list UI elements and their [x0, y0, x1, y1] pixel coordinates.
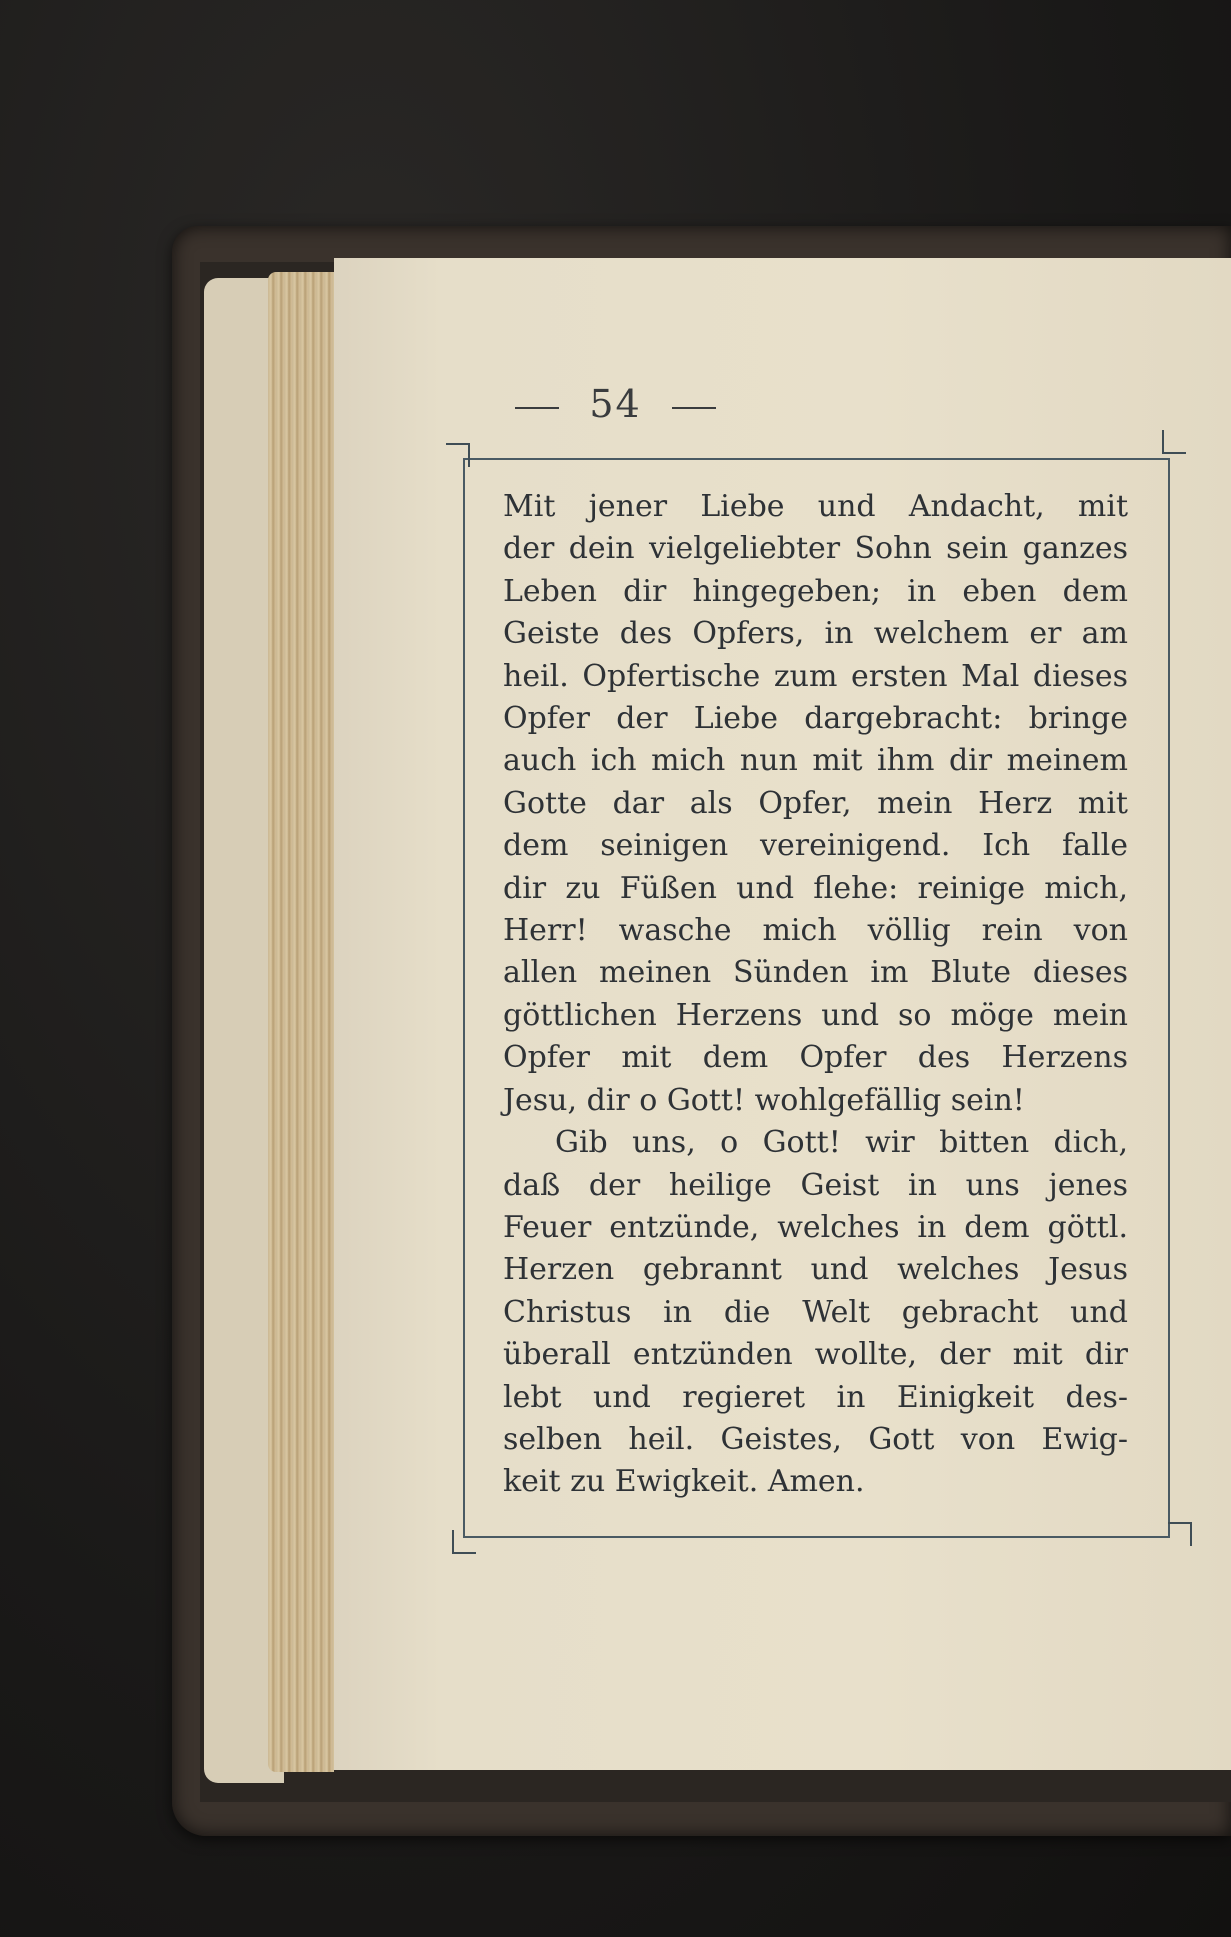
- text-line: überall entzünden wollte, der mit dir: [503, 1337, 1128, 1373]
- text-line: Jesu, dir o Gott! wohlgefällig sein!: [503, 1082, 1025, 1118]
- text-line: Opfer der Liebe dargebracht: bringe: [503, 701, 1128, 737]
- text-line: Christus in die Welt gebracht und: [503, 1294, 1128, 1330]
- text-line: Gib uns, o Gott! wir bitten dich,: [555, 1125, 1128, 1161]
- text-line: keit zu Ewigkeit. Amen.: [503, 1464, 865, 1500]
- text-line: Herzen gebrannt und welches Jesus: [503, 1252, 1128, 1288]
- text-line: selben heil. Geistes, Gott von Ewig-: [503, 1421, 1128, 1457]
- text-line: der dein vielgeliebter Sohn sein ganzes: [503, 531, 1128, 567]
- page-number-dash-right: [672, 407, 716, 409]
- text-line: Opfer mit dem Opfer des Herzens: [503, 1040, 1128, 1076]
- text-line: allen meinen Sünden im Blute dieses: [503, 955, 1128, 991]
- text-line: Geiste des Opfers, in welchem er am: [503, 616, 1128, 652]
- text-line: lebt und regieret in Einigkeit des-: [503, 1379, 1128, 1415]
- text-line: göttlichen Herzens und so möge mein: [503, 997, 1128, 1033]
- page-number-dash-left: [515, 407, 559, 409]
- frame-corner-ornament-top-right: [1162, 430, 1186, 454]
- text-line: Herr! wasche mich völlig rein von: [503, 913, 1128, 949]
- text-line: daß der heilige Geist in uns jenes: [503, 1167, 1128, 1203]
- text-line: dir zu Füßen und flehe: reinige mich,: [503, 870, 1128, 906]
- text-line: Leben dir hingegeben; in eben dem: [503, 573, 1128, 609]
- text-line: auch ich mich nun mit ihm dir meinem: [503, 743, 1128, 779]
- frame-corner-ornament-top-left: [446, 443, 470, 467]
- text-line: dem seinigen vereinigend. Ich falle: [503, 828, 1128, 864]
- text-line: Gotte dar als Opfer, mein Herz mit: [503, 785, 1128, 821]
- text-line: Feuer entzünde, welches in dem göttl.: [503, 1209, 1128, 1245]
- frame-corner-ornament-bottom-right: [1168, 1522, 1192, 1546]
- page-stack-edges: [268, 272, 334, 1772]
- page-number-header: [0, 382, 1231, 426]
- frame-corner-ornament-bottom-left: [452, 1530, 476, 1554]
- text-line: Mit jener Liebe und Andacht, mit: [503, 489, 1128, 524]
- text-line: heil. Opfertische zum ersten Mal dieses: [503, 658, 1128, 694]
- page-number: 54: [589, 382, 642, 426]
- prayer-text: [503, 486, 1128, 1504]
